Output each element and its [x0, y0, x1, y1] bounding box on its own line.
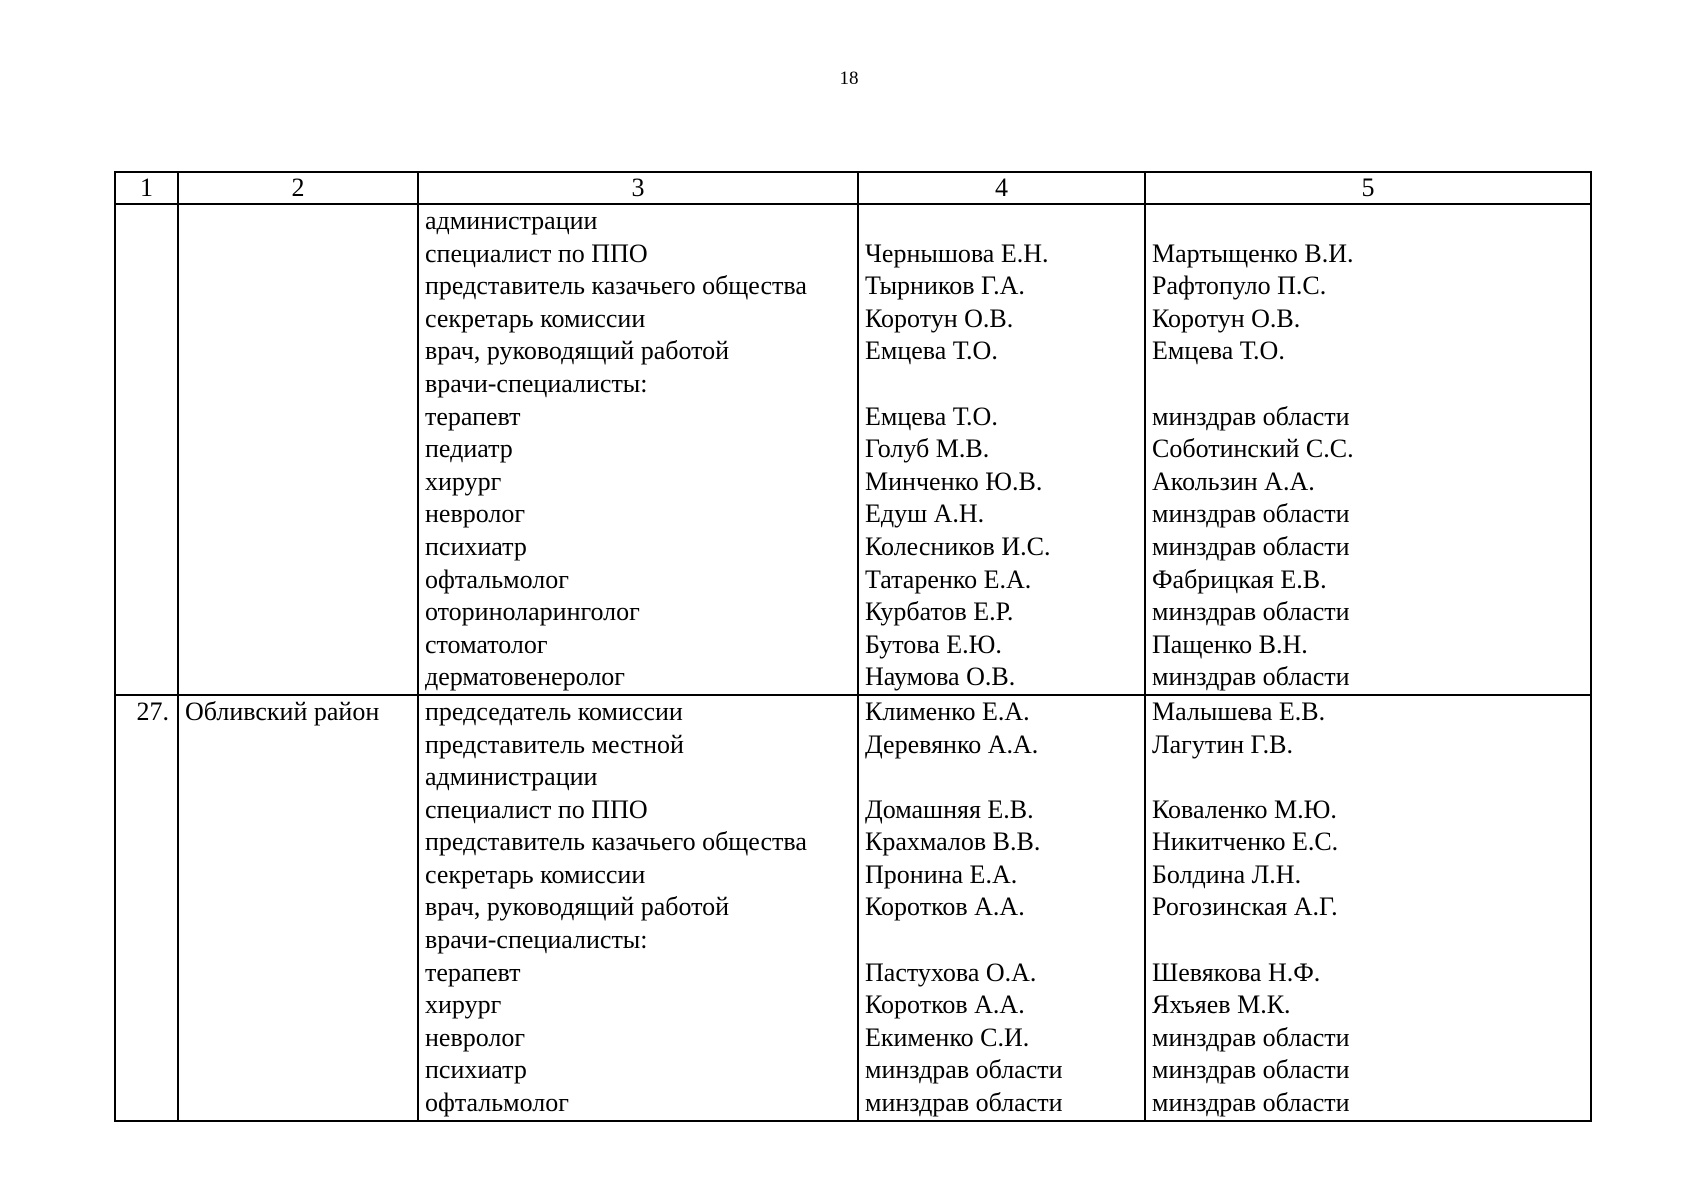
table-row [115, 661, 1591, 695]
row-number-cell [115, 596, 178, 629]
role-cell: терапевт [418, 957, 858, 990]
role-cell: хирург [418, 466, 858, 499]
row-number-cell: 27. [115, 695, 178, 729]
role-cell: представитель казачьего общества [418, 826, 858, 859]
row-number-cell [115, 794, 178, 827]
role-cell: оториноларинголог [418, 596, 858, 629]
table-row [115, 957, 1591, 990]
row-number-cell [115, 629, 178, 662]
table-row [115, 761, 1591, 794]
reserve-member-cell: Лагутин Г.В. [1145, 729, 1591, 762]
table-row [115, 531, 1591, 564]
district-cell [178, 238, 418, 271]
row-number-cell [115, 859, 178, 892]
column-header: 1 [115, 172, 178, 204]
row-number-cell [115, 1087, 178, 1121]
row-number-cell [115, 891, 178, 924]
column-header: 4 [858, 172, 1145, 204]
table-row [115, 1022, 1591, 1055]
district-cell [178, 794, 418, 827]
table-row [115, 466, 1591, 499]
table-row [115, 826, 1591, 859]
role-cell: невролог [418, 498, 858, 531]
reserve-member-cell: Пащенко В.Н. [1145, 629, 1591, 662]
table-row [115, 859, 1591, 892]
table-row [115, 629, 1591, 662]
reserve-member-cell: Шевякова Н.Ф. [1145, 957, 1591, 990]
table-row [115, 564, 1591, 597]
district-cell [178, 433, 418, 466]
main-member-cell: Клименко Е.А. [858, 695, 1145, 729]
table-row [115, 238, 1591, 271]
column-header: 3 [418, 172, 858, 204]
row-number-cell [115, 270, 178, 303]
role-cell: председатель комиссии [418, 695, 858, 729]
district-cell [178, 957, 418, 990]
reserve-member-cell: Емцева Т.О. [1145, 335, 1591, 368]
row-number-cell [115, 826, 178, 859]
role-cell: психиатр [418, 1054, 858, 1087]
table-row [115, 729, 1591, 762]
row-number-cell [115, 531, 178, 564]
role-cell: секретарь комиссии [418, 859, 858, 892]
reserve-member-cell: Соботинский С.С. [1145, 433, 1591, 466]
role-cell: врачи-специалисты: [418, 924, 858, 957]
reserve-member-cell: Рафтопуло П.С. [1145, 270, 1591, 303]
role-cell: педиатр [418, 433, 858, 466]
reserve-member-cell: Малышева Е.В. [1145, 695, 1591, 729]
district-cell [178, 989, 418, 1022]
main-member-cell: Татаренко Е.А. [858, 564, 1145, 597]
table-row [115, 335, 1591, 368]
district-cell [178, 661, 418, 695]
role-cell: представитель местной [418, 729, 858, 762]
role-cell: офтальмолог [418, 1087, 858, 1121]
district-cell [178, 1022, 418, 1055]
row-number-cell [115, 368, 178, 401]
main-member-cell: Бутова Е.Ю. [858, 629, 1145, 662]
role-cell: врач, руководящий работой [418, 335, 858, 368]
district-cell [178, 564, 418, 597]
district-cell [178, 204, 418, 238]
row-number-cell [115, 729, 178, 762]
column-header: 5 [1145, 172, 1591, 204]
reserve-member-cell: минздрав области [1145, 1054, 1591, 1087]
reserve-member-cell: Акользин А.А. [1145, 466, 1591, 499]
row-number-cell [115, 401, 178, 434]
row-number-cell [115, 498, 178, 531]
row-number-cell [115, 957, 178, 990]
role-cell: офтальмолог [418, 564, 858, 597]
table-header-row [115, 172, 1591, 204]
table-row [115, 303, 1591, 336]
district-cell [178, 368, 418, 401]
district-cell [178, 531, 418, 564]
district-cell [178, 596, 418, 629]
main-member-cell: Пастухова О.А. [858, 957, 1145, 990]
role-cell: стоматолог [418, 629, 858, 662]
reserve-member-cell [1145, 924, 1591, 957]
table-row [115, 433, 1591, 466]
district-cell [178, 401, 418, 434]
main-member-cell [858, 204, 1145, 238]
reserve-member-cell: Болдина Л.Н. [1145, 859, 1591, 892]
role-cell: секретарь комиссии [418, 303, 858, 336]
row-number-cell [115, 466, 178, 499]
role-cell: администрации [418, 204, 858, 238]
main-member-cell: Екименко С.И. [858, 1022, 1145, 1055]
main-member-cell: Коротков А.А. [858, 891, 1145, 924]
reserve-member-cell: минздрав области [1145, 401, 1591, 434]
district-cell: Обливский район [178, 695, 418, 729]
reserve-member-cell: Фабрицкая Е.В. [1145, 564, 1591, 597]
reserve-member-cell: Коротун О.В. [1145, 303, 1591, 336]
district-cell [178, 826, 418, 859]
row-number-cell [115, 433, 178, 466]
reserve-member-cell: Никитченко Е.С. [1145, 826, 1591, 859]
table-body [115, 204, 1591, 1121]
table-row [115, 270, 1591, 303]
row-number-cell [115, 661, 178, 695]
reserve-member-cell: минздрав области [1145, 1087, 1591, 1121]
district-cell [178, 270, 418, 303]
reserve-member-cell: минздрав области [1145, 498, 1591, 531]
role-cell: хирург [418, 989, 858, 1022]
main-member-cell [858, 761, 1145, 794]
district-cell [178, 629, 418, 662]
row-number-cell [115, 303, 178, 336]
role-cell: представитель казачьего общества [418, 270, 858, 303]
table-row [115, 924, 1591, 957]
table-row [115, 1087, 1591, 1121]
column-header: 2 [178, 172, 418, 204]
table-row [115, 989, 1591, 1022]
table-row [115, 596, 1591, 629]
main-member-cell: Коротун О.В. [858, 303, 1145, 336]
role-cell: невролог [418, 1022, 858, 1055]
role-cell: психиатр [418, 531, 858, 564]
table-row [115, 891, 1591, 924]
reserve-member-cell [1145, 204, 1591, 238]
district-cell [178, 303, 418, 336]
table-row [115, 368, 1591, 401]
role-cell: терапевт [418, 401, 858, 434]
reserve-member-cell: Яхъяев М.К. [1145, 989, 1591, 1022]
main-member-cell: минздрав области [858, 1087, 1145, 1121]
district-cell [178, 1054, 418, 1087]
district-cell [178, 1087, 418, 1121]
row-number-cell [115, 924, 178, 957]
district-cell [178, 335, 418, 368]
main-member-cell [858, 924, 1145, 957]
role-cell: дерматовенеролог [418, 661, 858, 695]
row-number-cell [115, 238, 178, 271]
row-number-cell [115, 564, 178, 597]
reserve-member-cell: Рогозинская А.Г. [1145, 891, 1591, 924]
district-cell [178, 761, 418, 794]
main-member-cell: Колесников И.С. [858, 531, 1145, 564]
table-row [115, 695, 1591, 729]
table-row [115, 794, 1591, 827]
district-cell [178, 498, 418, 531]
main-member-cell: Коротков А.А. [858, 989, 1145, 1022]
page-number: 18 [839, 68, 859, 89]
main-member-cell: Крахмалов В.В. [858, 826, 1145, 859]
main-member-cell: Пронина Е.А. [858, 859, 1145, 892]
main-member-cell: Тырников Г.А. [858, 270, 1145, 303]
reserve-member-cell: минздрав области [1145, 1022, 1591, 1055]
row-number-cell [115, 1054, 178, 1087]
row-number-cell [115, 1022, 178, 1055]
role-cell: специалист по ППО [418, 238, 858, 271]
reserve-member-cell [1145, 761, 1591, 794]
role-cell: администрации [418, 761, 858, 794]
role-cell: специалист по ППО [418, 794, 858, 827]
row-number-cell [115, 761, 178, 794]
table-row [115, 498, 1591, 531]
reserve-member-cell: Мартыщенко В.И. [1145, 238, 1591, 271]
district-cell [178, 729, 418, 762]
reserve-member-cell: Коваленко М.Ю. [1145, 794, 1591, 827]
table-row [115, 1054, 1591, 1087]
reserve-member-cell: минздрав области [1145, 596, 1591, 629]
main-member-cell: Емцева Т.О. [858, 401, 1145, 434]
main-member-cell: Голуб М.В. [858, 433, 1145, 466]
main-member-cell: Домашняя Е.В. [858, 794, 1145, 827]
main-member-cell: Чернышова Е.Н. [858, 238, 1145, 271]
reserve-member-cell [1145, 368, 1591, 401]
main-member-cell: Деревянко А.А. [858, 729, 1145, 762]
row-number-cell [115, 335, 178, 368]
district-cell [178, 924, 418, 957]
row-number-cell [115, 204, 178, 238]
main-member-cell: минздрав области [858, 1054, 1145, 1087]
main-member-cell: Наумова О.В. [858, 661, 1145, 695]
row-number-cell [115, 989, 178, 1022]
reserve-member-cell: минздрав области [1145, 661, 1591, 695]
district-cell [178, 466, 418, 499]
role-cell: врач, руководящий работой [418, 891, 858, 924]
district-cell [178, 859, 418, 892]
main-member-cell: Курбатов Е.Р. [858, 596, 1145, 629]
role-cell: врачи-специалисты: [418, 368, 858, 401]
main-member-cell: Емцева Т.О. [858, 335, 1145, 368]
main-member-cell: Минченко Ю.В. [858, 466, 1145, 499]
district-cell [178, 891, 418, 924]
commission-table [114, 171, 1592, 1122]
main-member-cell: Едуш А.Н. [858, 498, 1145, 531]
main-member-cell [858, 368, 1145, 401]
table-row [115, 401, 1591, 434]
table-row [115, 204, 1591, 238]
reserve-member-cell: минздрав области [1145, 531, 1591, 564]
